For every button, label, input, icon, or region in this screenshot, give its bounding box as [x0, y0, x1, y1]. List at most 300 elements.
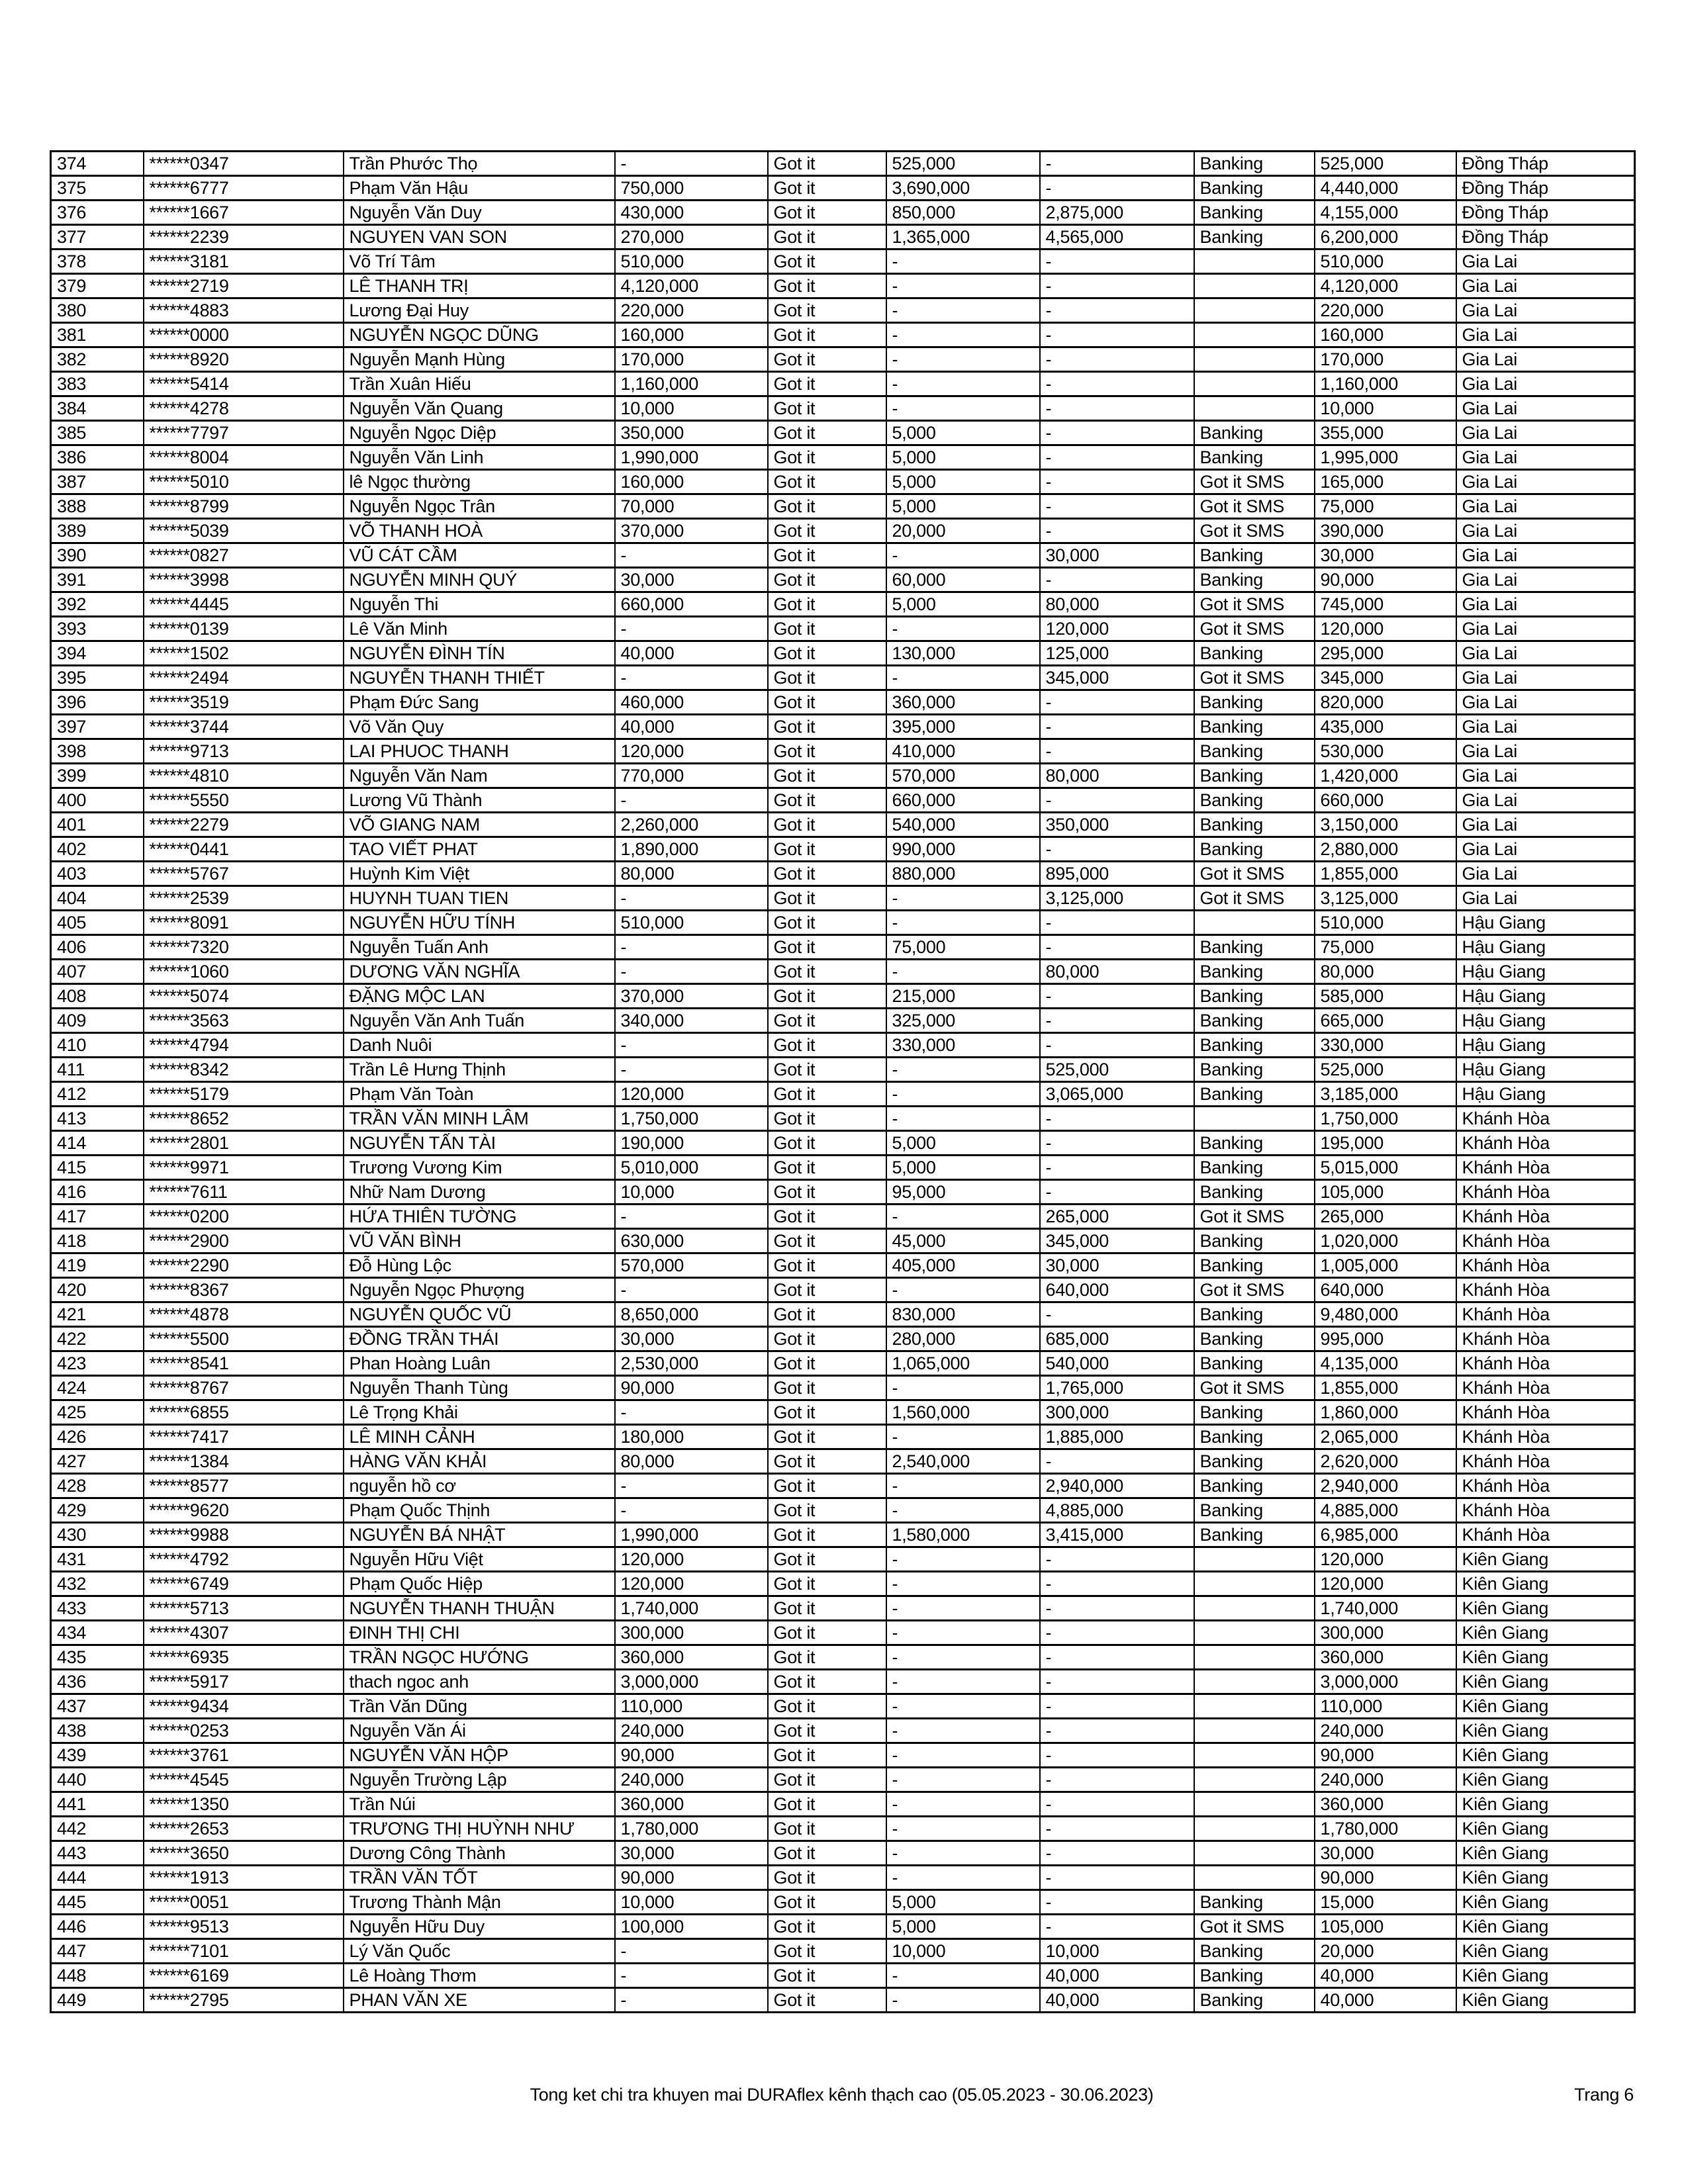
cell-amount_total: 1,750,000	[1315, 1107, 1456, 1131]
cell-account_masked: ******5500	[144, 1327, 344, 1351]
cell-status: Got it	[768, 1107, 886, 1131]
cell-province: Kiên Giang	[1456, 1792, 1635, 1817]
cell-index: 441	[51, 1792, 144, 1817]
cell-name: Nguyễn Mạnh Hùng	[344, 347, 615, 372]
cell-index: 410	[51, 1033, 144, 1058]
cell-amount_3: 125,000	[1040, 641, 1194, 666]
cell-province: Khánh Hòa	[1456, 1449, 1635, 1474]
cell-amount_1: 80,000	[615, 862, 768, 886]
cell-channel: Banking	[1194, 1327, 1315, 1351]
table-row	[51, 1205, 1635, 1229]
cell-amount_1: 10,000	[615, 1180, 768, 1205]
cell-amount_1: -	[615, 788, 768, 813]
cell-amount_1: -	[615, 1033, 768, 1058]
cell-province: Gia Lai	[1456, 592, 1635, 617]
cell-amount_1: -	[615, 1058, 768, 1082]
cell-index: 415	[51, 1156, 144, 1180]
cell-province: Gia Lai	[1456, 519, 1635, 543]
table-row	[51, 1302, 1635, 1327]
cell-amount_1: -	[615, 666, 768, 690]
cell-status: Got it	[768, 1498, 886, 1523]
cell-account_masked: ******0827	[144, 543, 344, 568]
cell-amount_total: 585,000	[1315, 984, 1456, 1009]
cell-amount_3: -	[1040, 1302, 1194, 1327]
cell-amount_total: 1,740,000	[1315, 1596, 1456, 1621]
cell-name: VÕ GIANG NAM	[344, 813, 615, 837]
cell-name: Phạm Đức Sang	[344, 690, 615, 715]
cell-name: Dương Công Thành	[344, 1841, 615, 1866]
cell-account_masked: ******7320	[144, 935, 344, 960]
cell-amount_3: -	[1040, 298, 1194, 323]
cell-index: 431	[51, 1547, 144, 1572]
table-row	[51, 176, 1635, 201]
cell-amount_3: 3,415,000	[1040, 1523, 1194, 1547]
cell-amount_3: -	[1040, 1547, 1194, 1572]
cell-amount_3: 1,885,000	[1040, 1425, 1194, 1449]
cell-province: Gia Lai	[1456, 347, 1635, 372]
cell-channel: Got it SMS	[1194, 1278, 1315, 1302]
cell-channel: Got it SMS	[1194, 666, 1315, 690]
cell-channel	[1194, 1792, 1315, 1817]
cell-amount_3: -	[1040, 690, 1194, 715]
cell-status: Got it	[768, 1425, 886, 1449]
cell-index: 429	[51, 1498, 144, 1523]
cell-name: NGUYỄN MINH QUÝ	[344, 568, 615, 592]
cell-account_masked: ******8577	[144, 1474, 344, 1498]
cell-name: Lý Văn Quốc	[344, 1939, 615, 1964]
cell-account_masked: ******4810	[144, 764, 344, 788]
cell-channel: Banking	[1194, 1351, 1315, 1376]
cell-account_masked: ******4794	[144, 1033, 344, 1058]
cell-province: Kiên Giang	[1456, 1670, 1635, 1694]
cell-amount_2: 130,000	[886, 641, 1040, 666]
cell-amount_1: 120,000	[615, 1547, 768, 1572]
cell-channel: Banking	[1194, 984, 1315, 1009]
cell-amount_1: 180,000	[615, 1425, 768, 1449]
cell-amount_total: 2,620,000	[1315, 1449, 1456, 1474]
cell-channel	[1194, 1841, 1315, 1866]
cell-amount_3: -	[1040, 837, 1194, 862]
cell-amount_2: -	[886, 1082, 1040, 1107]
cell-status: Got it	[768, 1890, 886, 1915]
cell-name: HỨA THIÊN TƯỜNG	[344, 1205, 615, 1229]
cell-status: Got it	[768, 1351, 886, 1376]
cell-amount_1: 30,000	[615, 568, 768, 592]
cell-name: Đỗ Hùng Lộc	[344, 1253, 615, 1278]
cell-account_masked: ******6935	[144, 1645, 344, 1670]
cell-amount_total: 20,000	[1315, 1939, 1456, 1964]
table-row	[51, 935, 1635, 960]
cell-province: Kiên Giang	[1456, 1596, 1635, 1621]
cell-status: Got it	[768, 1621, 886, 1645]
cell-province: Khánh Hòa	[1456, 1278, 1635, 1302]
cell-name: NGUYỄN QUỐC VŨ	[344, 1302, 615, 1327]
cell-name: Nguyễn Văn Duy	[344, 201, 615, 225]
cell-status: Got it	[768, 715, 886, 739]
cell-channel	[1194, 1694, 1315, 1719]
cell-amount_3: -	[1040, 470, 1194, 494]
cell-amount_3: -	[1040, 176, 1194, 201]
cell-amount_3: -	[1040, 519, 1194, 543]
cell-name: Nguyễn Ngọc Trân	[344, 494, 615, 519]
cell-amount_3: -	[1040, 1596, 1194, 1621]
cell-amount_3: 30,000	[1040, 543, 1194, 568]
cell-amount_1: 5,010,000	[615, 1156, 768, 1180]
table-row	[51, 641, 1635, 666]
cell-amount_3: -	[1040, 1156, 1194, 1180]
cell-amount_3: -	[1040, 1131, 1194, 1156]
cell-index: 433	[51, 1596, 144, 1621]
cell-index: 386	[51, 445, 144, 470]
cell-amount_total: 170,000	[1315, 347, 1456, 372]
cell-amount_1: 160,000	[615, 323, 768, 347]
cell-channel: Banking	[1194, 1523, 1315, 1547]
cell-channel: Banking	[1194, 568, 1315, 592]
cell-amount_2: -	[886, 274, 1040, 298]
table-row	[51, 813, 1635, 837]
cell-amount_1: 430,000	[615, 201, 768, 225]
cell-amount_2: 5,000	[886, 494, 1040, 519]
table-row	[51, 250, 1635, 274]
cell-status: Got it	[768, 837, 886, 862]
cell-status: Got it	[768, 1572, 886, 1596]
cell-amount_total: 5,015,000	[1315, 1156, 1456, 1180]
cell-amount_2: 990,000	[886, 837, 1040, 862]
cell-amount_2: 360,000	[886, 690, 1040, 715]
cell-account_masked: ******0253	[144, 1719, 344, 1743]
cell-channel: Banking	[1194, 1425, 1315, 1449]
cell-name: LAI PHUOC THANH	[344, 739, 615, 764]
cell-name: LÊ THANH TRỊ	[344, 274, 615, 298]
cell-amount_2: -	[886, 1694, 1040, 1719]
cell-status: Got it	[768, 1082, 886, 1107]
cell-amount_1: -	[615, 1988, 768, 2013]
cell-amount_2: -	[886, 1670, 1040, 1694]
cell-index: 402	[51, 837, 144, 862]
cell-amount_2: 5,000	[886, 592, 1040, 617]
cell-amount_3: 120,000	[1040, 617, 1194, 641]
table-body	[51, 152, 1635, 2013]
cell-name: Phan Hoàng Luân	[344, 1351, 615, 1376]
cell-name: Trần Văn Dũng	[344, 1694, 615, 1719]
cell-amount_1: -	[615, 1278, 768, 1302]
cell-amount_1: -	[615, 543, 768, 568]
table-row	[51, 1523, 1635, 1547]
cell-amount_total: 40,000	[1315, 1964, 1456, 1988]
cell-account_masked: ******1502	[144, 641, 344, 666]
cell-amount_1: 340,000	[615, 1009, 768, 1033]
cell-channel: Got it SMS	[1194, 1376, 1315, 1400]
cell-amount_total: 3,150,000	[1315, 813, 1456, 837]
cell-amount_1: 360,000	[615, 1792, 768, 1817]
cell-amount_1: 160,000	[615, 470, 768, 494]
cell-amount_total: 30,000	[1315, 1841, 1456, 1866]
cell-province: Khánh Hòa	[1456, 1498, 1635, 1523]
cell-amount_3: -	[1040, 152, 1194, 176]
cell-index: 419	[51, 1253, 144, 1278]
cell-province: Khánh Hòa	[1456, 1523, 1635, 1547]
cell-name: lê Ngọc thường	[344, 470, 615, 494]
cell-status: Got it	[768, 568, 886, 592]
cell-account_masked: ******4307	[144, 1621, 344, 1645]
cell-amount_1: 1,890,000	[615, 837, 768, 862]
cell-status: Got it	[768, 1964, 886, 1988]
cell-province: Kiên Giang	[1456, 1890, 1635, 1915]
cell-province: Khánh Hòa	[1456, 1327, 1635, 1351]
cell-amount_1: 510,000	[615, 911, 768, 935]
cell-name: Nguyễn Ngọc Diệp	[344, 421, 615, 445]
cell-channel: Banking	[1194, 690, 1315, 715]
table-row	[51, 519, 1635, 543]
cell-amount_total: 120,000	[1315, 1547, 1456, 1572]
cell-index: 426	[51, 1425, 144, 1449]
cell-index: 449	[51, 1988, 144, 2013]
cell-name: Trần Lê Hưng Thịnh	[344, 1058, 615, 1082]
cell-account_masked: ******4278	[144, 396, 344, 421]
cell-index: 418	[51, 1229, 144, 1253]
cell-name: Nguyễn Văn Anh Tuấn	[344, 1009, 615, 1033]
table-row	[51, 568, 1635, 592]
cell-account_masked: ******8004	[144, 445, 344, 470]
cell-province: Đồng Tháp	[1456, 225, 1635, 250]
cell-amount_3: 525,000	[1040, 1058, 1194, 1082]
cell-index: 440	[51, 1768, 144, 1792]
cell-name: Phạm Văn Toàn	[344, 1082, 615, 1107]
cell-channel	[1194, 1670, 1315, 1694]
cell-amount_total: 9,480,000	[1315, 1302, 1456, 1327]
cell-amount_3: -	[1040, 396, 1194, 421]
cell-index: 387	[51, 470, 144, 494]
cell-amount_total: 120,000	[1315, 1572, 1456, 1596]
cell-province: Gia Lai	[1456, 837, 1635, 862]
cell-amount_1: 220,000	[615, 298, 768, 323]
cell-index: 375	[51, 176, 144, 201]
cell-name: TAO VIẾT PHAT	[344, 837, 615, 862]
cell-channel: Banking	[1194, 225, 1315, 250]
cell-status: Got it	[768, 1400, 886, 1425]
cell-province: Kiên Giang	[1456, 1964, 1635, 1988]
cell-status: Got it	[768, 764, 886, 788]
cell-name: Trần Phước Thọ	[344, 152, 615, 176]
cell-status: Got it	[768, 1278, 886, 1302]
cell-amount_1: 90,000	[615, 1866, 768, 1890]
cell-amount_1: 70,000	[615, 494, 768, 519]
cell-amount_3: -	[1040, 1841, 1194, 1866]
cell-index: 443	[51, 1841, 144, 1866]
cell-amount_1: 270,000	[615, 225, 768, 250]
table-row	[51, 1449, 1635, 1474]
cell-amount_1: 350,000	[615, 421, 768, 445]
cell-name: VŨ CÁT CẦM	[344, 543, 615, 568]
cell-index: 388	[51, 494, 144, 519]
cell-status: Got it	[768, 470, 886, 494]
cell-amount_3: 640,000	[1040, 1278, 1194, 1302]
cell-name: Danh Nuôi	[344, 1033, 615, 1058]
cell-amount_3: 3,125,000	[1040, 886, 1194, 911]
cell-index: 392	[51, 592, 144, 617]
cell-status: Got it	[768, 201, 886, 225]
cell-status: Got it	[768, 519, 886, 543]
cell-index: 403	[51, 862, 144, 886]
cell-account_masked: ******2279	[144, 813, 344, 837]
cell-status: Got it	[768, 788, 886, 813]
table-row	[51, 788, 1635, 813]
cell-account_masked: ******9971	[144, 1156, 344, 1180]
cell-amount_1: 10,000	[615, 1890, 768, 1915]
cell-amount_2: 5,000	[886, 1156, 1040, 1180]
cell-name: Nguyễn Văn Nam	[344, 764, 615, 788]
cell-status: Got it	[768, 1694, 886, 1719]
cell-index: 385	[51, 421, 144, 445]
cell-amount_total: 120,000	[1315, 617, 1456, 641]
cell-index: 397	[51, 715, 144, 739]
cell-status: Got it	[768, 1768, 886, 1792]
cell-account_masked: ******7417	[144, 1425, 344, 1449]
cell-status: Got it	[768, 1841, 886, 1866]
cell-amount_total: 525,000	[1315, 152, 1456, 176]
cell-account_masked: ******3519	[144, 690, 344, 715]
cell-amount_2: -	[886, 1498, 1040, 1523]
cell-channel	[1194, 372, 1315, 396]
cell-amount_total: 525,000	[1315, 1058, 1456, 1082]
cell-status: Got it	[768, 911, 886, 935]
cell-account_masked: ******4792	[144, 1547, 344, 1572]
cell-amount_2: -	[886, 1817, 1040, 1841]
cell-status: Got it	[768, 1376, 886, 1400]
cell-amount_total: 165,000	[1315, 470, 1456, 494]
cell-province: Khánh Hòa	[1456, 1229, 1635, 1253]
cell-amount_2: -	[886, 1547, 1040, 1572]
cell-channel: Banking	[1194, 1180, 1315, 1205]
cell-status: Got it	[768, 1939, 886, 1964]
cell-amount_1: 360,000	[615, 1645, 768, 1670]
table-row	[51, 1964, 1635, 1988]
cell-amount_total: 3,185,000	[1315, 1082, 1456, 1107]
table-row	[51, 1890, 1635, 1915]
cell-index: 442	[51, 1817, 144, 1841]
cell-status: Got it	[768, 1792, 886, 1817]
cell-status: Got it	[768, 1302, 886, 1327]
cell-channel: Got it SMS	[1194, 617, 1315, 641]
cell-name: TRẦN VĂN TỐT	[344, 1866, 615, 1890]
cell-amount_3: 4,885,000	[1040, 1498, 1194, 1523]
cell-channel: Banking	[1194, 1082, 1315, 1107]
cell-amount_2: -	[886, 1425, 1040, 1449]
cell-channel: Banking	[1194, 1988, 1315, 2013]
cell-channel	[1194, 274, 1315, 298]
cell-index: 379	[51, 274, 144, 298]
cell-province: Gia Lai	[1456, 250, 1635, 274]
cell-province: Gia Lai	[1456, 739, 1635, 764]
cell-channel	[1194, 1768, 1315, 1792]
cell-account_masked: ******5414	[144, 372, 344, 396]
cell-index: 393	[51, 617, 144, 641]
table-row	[51, 201, 1635, 225]
cell-status: Got it	[768, 617, 886, 641]
cell-amount_3: 80,000	[1040, 764, 1194, 788]
cell-amount_3: -	[1040, 1180, 1194, 1205]
cell-index: 401	[51, 813, 144, 837]
cell-province: Hậu Giang	[1456, 960, 1635, 984]
cell-amount_total: 360,000	[1315, 1645, 1456, 1670]
cell-account_masked: ******8367	[144, 1278, 344, 1302]
cell-province: Gia Lai	[1456, 862, 1635, 886]
cell-name: TRẦN VĂN MINH LÂM	[344, 1107, 615, 1131]
cell-amount_total: 4,440,000	[1315, 176, 1456, 201]
cell-amount_total: 90,000	[1315, 1743, 1456, 1768]
table-row	[51, 739, 1635, 764]
cell-status: Got it	[768, 152, 886, 176]
cell-amount_3: -	[1040, 1645, 1194, 1670]
cell-amount_total: 390,000	[1315, 519, 1456, 543]
cell-amount_3: -	[1040, 1694, 1194, 1719]
cell-channel	[1194, 250, 1315, 274]
cell-amount_3: -	[1040, 323, 1194, 347]
cell-channel	[1194, 1596, 1315, 1621]
cell-province: Kiên Giang	[1456, 1768, 1635, 1792]
cell-name: Lương Đại Huy	[344, 298, 615, 323]
cell-index: 421	[51, 1302, 144, 1327]
cell-status: Got it	[768, 935, 886, 960]
cell-amount_3: -	[1040, 568, 1194, 592]
cell-account_masked: ******9434	[144, 1694, 344, 1719]
cell-channel: Got it SMS	[1194, 1205, 1315, 1229]
cell-account_masked: ******5767	[144, 862, 344, 886]
cell-name: PHAN VĂN XE	[344, 1988, 615, 2013]
cell-amount_1: 1,990,000	[615, 1523, 768, 1547]
cell-amount_2: 5,000	[886, 445, 1040, 470]
cell-province: Khánh Hòa	[1456, 1474, 1635, 1498]
cell-name: nguyễn hồ cơ	[344, 1474, 615, 1498]
cell-amount_2: -	[886, 396, 1040, 421]
cell-amount_total: 345,000	[1315, 666, 1456, 690]
cell-account_masked: ******9513	[144, 1915, 344, 1939]
cell-status: Got it	[768, 1009, 886, 1033]
cell-amount_1: 1,990,000	[615, 445, 768, 470]
cell-account_masked: ******0000	[144, 323, 344, 347]
cell-name: Huỳnh Kim Việt	[344, 862, 615, 886]
cell-channel: Banking	[1194, 421, 1315, 445]
cell-index: 446	[51, 1915, 144, 1939]
page-footer	[50, 2085, 1634, 2111]
cell-amount_1: -	[615, 1964, 768, 1988]
cell-channel: Banking	[1194, 1302, 1315, 1327]
cell-amount_total: 660,000	[1315, 788, 1456, 813]
cell-amount_3: -	[1040, 494, 1194, 519]
cell-amount_3: -	[1040, 984, 1194, 1009]
cell-index: 377	[51, 225, 144, 250]
cell-amount_total: 330,000	[1315, 1033, 1456, 1058]
cell-amount_3: 4,565,000	[1040, 225, 1194, 250]
cell-amount_total: 355,000	[1315, 421, 1456, 445]
cell-province: Khánh Hòa	[1456, 1180, 1635, 1205]
cell-channel	[1194, 298, 1315, 323]
cell-channel: Banking	[1194, 935, 1315, 960]
cell-channel: Got it SMS	[1194, 494, 1315, 519]
cell-amount_total: 75,000	[1315, 494, 1456, 519]
cell-status: Got it	[768, 1449, 886, 1474]
cell-status: Got it	[768, 592, 886, 617]
cell-amount_1: -	[615, 886, 768, 911]
cell-province: Khánh Hòa	[1456, 1400, 1635, 1425]
cell-index: 412	[51, 1082, 144, 1107]
cell-amount_1: -	[615, 1498, 768, 1523]
table-row	[51, 1058, 1635, 1082]
cell-amount_2: -	[886, 666, 1040, 690]
cell-amount_1: 570,000	[615, 1253, 768, 1278]
cell-name: Trần Xuân Hiếu	[344, 372, 615, 396]
cell-amount_3: -	[1040, 274, 1194, 298]
